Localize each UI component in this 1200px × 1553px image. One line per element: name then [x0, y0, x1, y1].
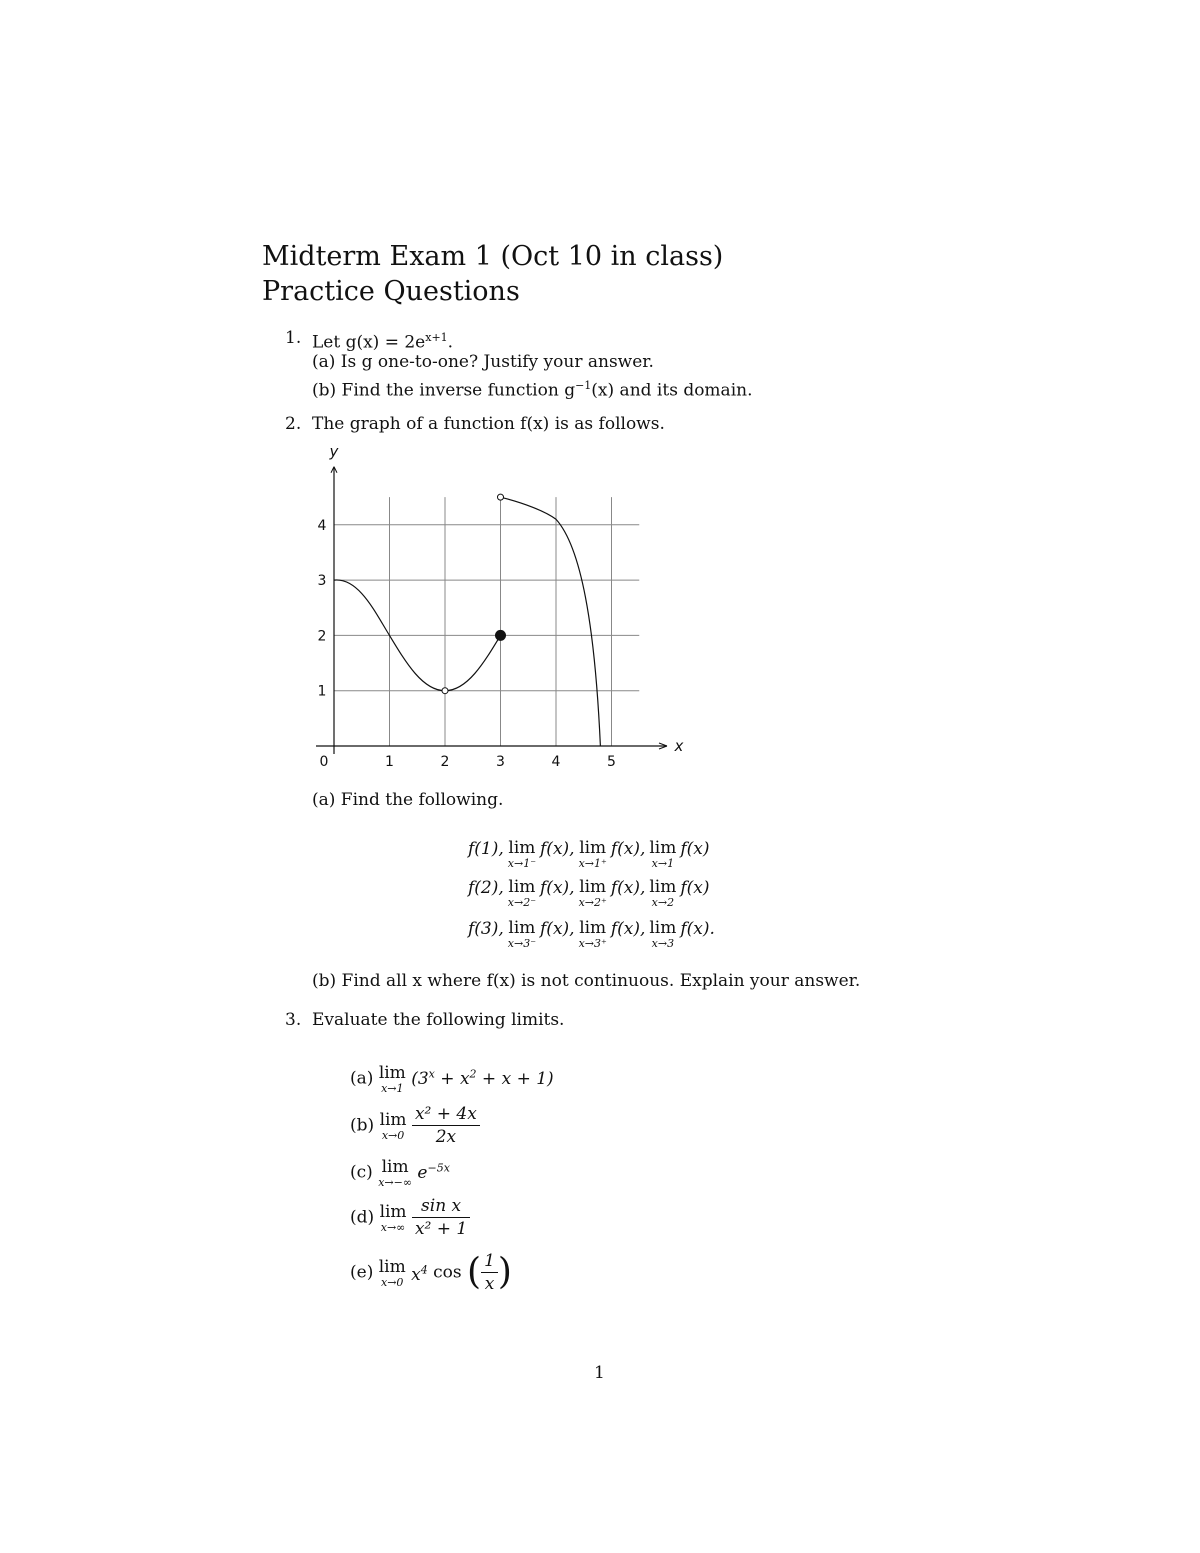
- q3c-sup: −5x: [427, 1161, 450, 1174]
- right-fx: f(x),: [610, 919, 646, 939]
- q1-number: 1.: [285, 328, 302, 348]
- q3b-lim-word: lim: [379, 1109, 407, 1130]
- q3e-x: x: [411, 1264, 421, 1285]
- right-limit: [579, 838, 607, 870]
- left-limit-word: lim: [508, 838, 536, 858]
- q1-part-b: [312, 375, 752, 402]
- two-sided-fx: f(x): [680, 878, 710, 898]
- left-limit: [508, 877, 536, 909]
- y-tick-label: 2: [317, 628, 327, 645]
- function-graph: [300, 440, 700, 780]
- q3e-func: cos: [427, 1262, 462, 1283]
- q3e: [350, 1250, 512, 1295]
- q3c-lim: [378, 1157, 412, 1189]
- right-limit-word: lim: [579, 877, 607, 897]
- q1-stem-end: .: [447, 332, 454, 353]
- q3e-paren-open: (: [467, 1251, 482, 1293]
- y-tick-label: 1: [317, 683, 327, 700]
- q3e-num: 1: [481, 1250, 498, 1273]
- q3b-num: x² + 4x: [412, 1103, 480, 1126]
- q3c: [350, 1157, 450, 1189]
- left-limit-word: lim: [508, 877, 536, 897]
- x-tick-label: 5: [607, 754, 616, 770]
- right-limit-word: lim: [579, 918, 607, 938]
- y-tick-label: 4: [317, 517, 327, 534]
- left-fx: f(x),: [540, 839, 575, 859]
- x-tick-label: 3: [496, 754, 505, 770]
- left-limit-word: lim: [508, 918, 536, 938]
- q3a-label: (a): [350, 1068, 374, 1089]
- left-fx: f(x),: [540, 878, 575, 898]
- q3e-fraction: [481, 1250, 498, 1295]
- q3a-end: + x + 1): [476, 1068, 554, 1089]
- two-sided-limit-sub: x→3: [651, 937, 675, 950]
- left-limit-sub: x→3⁻: [507, 937, 537, 950]
- right-limit-sub: x→1⁺: [578, 857, 607, 870]
- page-title: Midterm Exam 1 (Oct 10 in class): [262, 241, 724, 272]
- q3d-num: sin x: [412, 1195, 470, 1218]
- two-sided-limit-sub: x→1: [651, 857, 675, 870]
- q3c-lim-word: lim: [381, 1157, 409, 1177]
- two-sided-limit: [649, 918, 676, 950]
- q3a-sup1: x: [428, 1067, 435, 1080]
- q1-b-pre: (b) Find the inverse function g: [312, 380, 576, 401]
- q3-stem: Evaluate the following limits.: [312, 1010, 565, 1030]
- q2-limit-row: [468, 877, 710, 909]
- q1-b-post: (x) and its domain.: [591, 380, 753, 401]
- graph-points: [442, 494, 506, 694]
- two-sided-limit-word: lim: [649, 838, 677, 858]
- right-limit-sub: x→2⁺: [578, 896, 607, 909]
- q2-limit-row: [468, 838, 710, 870]
- right-limit-sub: x→3⁺: [578, 937, 607, 950]
- left-limit-sub: x→1⁻: [507, 857, 537, 870]
- q2-part-b: (b) Find all x where f(x) is not continuous. Explain your answer.: [312, 971, 861, 991]
- y-axis-label: y: [329, 442, 339, 461]
- q3b-lim-sub: x→0: [381, 1128, 405, 1142]
- q2-limit-row: [468, 918, 715, 950]
- q3a-mid: + x: [434, 1068, 470, 1089]
- closed-point: [495, 630, 506, 641]
- q2-number: 2.: [285, 414, 302, 434]
- x-axis-label: x: [674, 737, 684, 755]
- q1-b-sup: −1: [575, 379, 592, 392]
- q3d-lim-word: lim: [379, 1201, 407, 1222]
- two-sided-limit-word: lim: [649, 877, 677, 897]
- graph-curves: [334, 497, 600, 746]
- q1-stem: [312, 327, 453, 354]
- q3d-den: x² + 1: [414, 1219, 468, 1239]
- row-value: f(2),: [468, 878, 504, 898]
- page-subtitle: Practice Questions: [262, 276, 520, 307]
- q3c-label: (c): [350, 1162, 373, 1183]
- q3e-paren-close: ): [497, 1251, 512, 1293]
- two-sided-limit: [649, 838, 676, 870]
- q3e-lim-word: lim: [378, 1256, 406, 1277]
- q3a-sup2: 2: [469, 1067, 477, 1080]
- q1-exponent: x+1: [425, 331, 448, 344]
- left-limit: [508, 838, 536, 870]
- graph-axes: [316, 467, 667, 754]
- row-value: f(1),: [468, 839, 504, 859]
- q3e-den: x: [484, 1274, 495, 1294]
- q3c-base: e: [417, 1162, 428, 1183]
- open-point: [442, 688, 448, 694]
- q2-part-a: (a) Find the following.: [312, 790, 504, 810]
- right-limit: [579, 877, 607, 909]
- q3c-lim-sub: x→−∞: [378, 1176, 413, 1189]
- q3d: [350, 1195, 470, 1240]
- q3a: [350, 1063, 554, 1095]
- q3e-lim: [379, 1257, 406, 1289]
- q3d-lim: [380, 1202, 407, 1234]
- x-tick-label: 0: [319, 754, 329, 770]
- q3b-lim: [380, 1110, 407, 1142]
- x-tick-label: 2: [440, 754, 450, 770]
- y-tick-label: 3: [317, 573, 327, 590]
- q3e-lim-sub: x→0: [381, 1275, 404, 1289]
- left-fx: f(x),: [540, 919, 575, 939]
- q3d-lim-sub: x→∞: [380, 1220, 406, 1234]
- open-point: [498, 494, 504, 500]
- page-number: 1: [594, 1363, 605, 1383]
- row-value: f(3),: [468, 919, 504, 939]
- q1-stem-text: Let g(x) = 2e: [312, 332, 426, 353]
- q3e-pre: [411, 1265, 428, 1285]
- q3b-label: (b): [350, 1115, 375, 1136]
- q3d-fraction: [412, 1195, 470, 1240]
- q3b-fraction: [412, 1103, 480, 1148]
- x-tick-label: 1: [385, 754, 394, 770]
- q3a-lim: [379, 1063, 406, 1095]
- q3a-open: (3: [411, 1068, 429, 1089]
- q3b-den: 2x: [435, 1127, 457, 1147]
- q3a-lim-word: lim: [378, 1063, 406, 1083]
- left-limit: [508, 918, 536, 950]
- q3e-x-sup: 4: [420, 1263, 428, 1277]
- q3a-expr: [411, 1069, 553, 1089]
- q3a-lim-sub: x→1: [381, 1082, 404, 1095]
- graph-grid: [334, 497, 639, 746]
- q3c-expr: [417, 1163, 449, 1183]
- two-sided-limit-word: lim: [649, 918, 677, 938]
- right-fx: f(x),: [610, 878, 646, 898]
- series-piece-2: [501, 497, 601, 746]
- q3b: [350, 1103, 480, 1148]
- q3e-label: (e): [350, 1262, 374, 1283]
- right-fx: f(x),: [610, 839, 646, 859]
- q3-number: 3.: [285, 1010, 302, 1030]
- q1-part-a: (a) Is g one-to-one? Justify your answer.: [312, 352, 654, 372]
- x-tick-label: 4: [551, 754, 561, 770]
- right-limit-word: lim: [579, 838, 607, 858]
- q3d-label: (d): [350, 1207, 375, 1228]
- two-sided-limit-sub: x→2: [651, 896, 675, 909]
- left-limit-sub: x→2⁻: [507, 896, 537, 909]
- q2-stem: The graph of a function f(x) is as follows.: [312, 414, 665, 434]
- two-sided-fx: f(x): [680, 839, 710, 859]
- two-sided-limit: [649, 877, 676, 909]
- two-sided-fx: f(x).: [680, 919, 715, 939]
- right-limit: [579, 918, 607, 950]
